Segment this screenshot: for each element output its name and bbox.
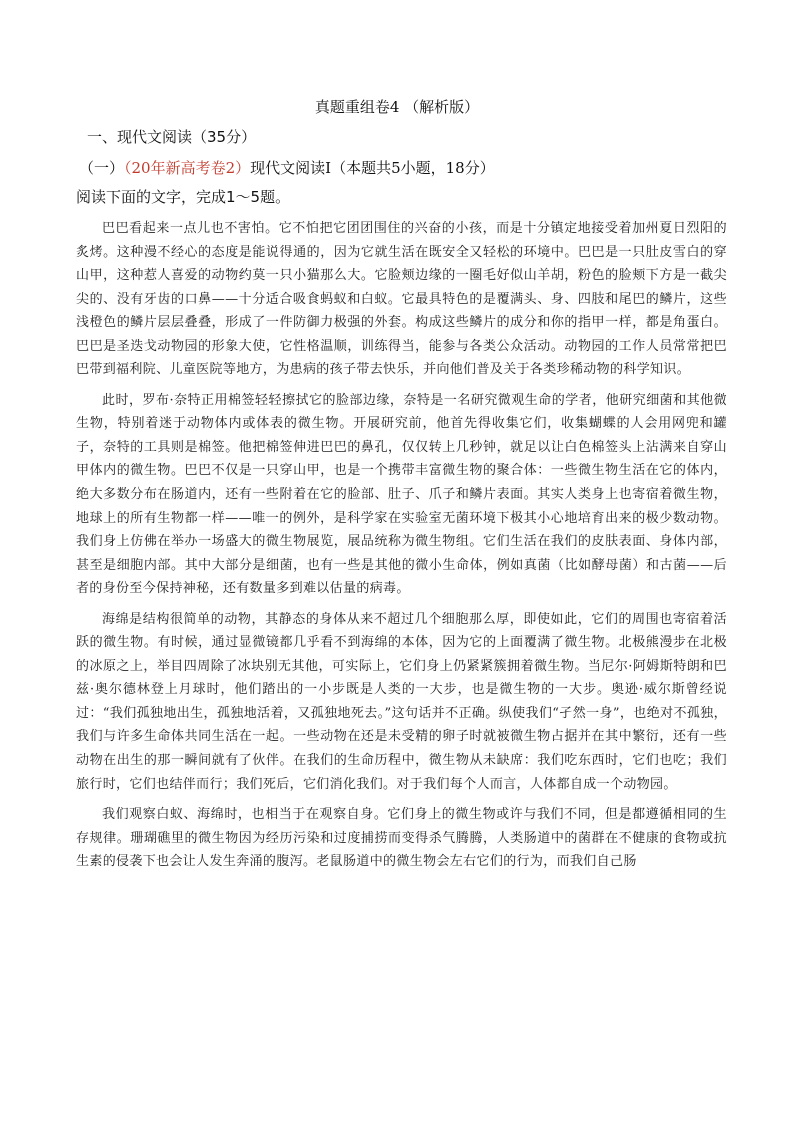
- subsection-heading: [79, 158, 495, 178]
- passage-paragraph: 我们观察白蚁、海绵时，也相当于在观察自身。它们身上的微生物或许与我们不同，但是都遵循相同的生存规律。珊瑚礁里的微生物因为经历污染和过度捕捞而变得杀气腾腾，人类肠道中的菌群在不健康的食物或抗生素的侵袭下也会让人发生奔涌的腹泻。老鼠肠道中的微生物会左右它们的行为，而我们自己肠: [76, 807, 727, 870]
- subsection-description: 现代文阅读Ⅰ（本题共5小题，18分）: [250, 159, 495, 177]
- passage-paragraph: 海绵是结构很简单的动物，其静态的身体从来不超过几个细胞那么厚，即使如此，它们的周围也寄宿着活跃的微生物。有时候，通过显微镜都几乎看不到海绵的本体，因为它的上面覆满了微生物。北极熊漫步在北极的冰原之上，举目四周除了冰块别无其他，可实际上，它们身上仍紧紧簇拥着微生物。当尼尔·阿姆斯特朗和巴兹·奥尔德林登上月球时，他们踏出的一小步既是人类的一大步，也是微生物的一大步。奥逊·威尔斯曾经说过：“我们孤独地出生，孤独地活着，又孤独地死去。”这句话并不正确。纵使我们“孑然一身”，也绝对不孤独，我们与许多生命体共同生活在一起。一些动物在还是未受精的卵子时就被微生物占据并在其中繁衍，还有一些动物在出生的那一瞬间就有了伙伴。在我们的生命历程中，微生物从未缺席：我们吃东西时，它们也吃；我们旅行时，它们也结伴而行；我们死后，它们消化我们。对于我们每个人而言，人体都自成一个动物园。: [76, 611, 727, 792]
- section-heading: 一、现代文阅读（35分）: [87, 128, 257, 146]
- exam-source-label: （20年新高考卷2）: [124, 159, 251, 177]
- passage-paragraph: 此时，罗布·奈特正用棉签轻轻擦拭它的脸部边缘，奈特是一名研究微观生命的学者，他研究细菌和其他微生物，特别着迷于动物体内或体表的微生物。开展研究前，他首先得收集它们，收集蝴蝶的人会用网兜和罐子，奈特的工具则是棉签。他把棉签伸进巴巴的鼻孔，仅仅转上几秒钟，就足以让白色棉签头上沾满来自穿山甲体内的微生物。巴巴不仅是一只穿山甲，也是一个携带丰富微生物的聚合体：一些微生物生活在它的体内，绝大多数分布在肠道内，还有一些附着在它的脸部、肚子、爪子和鳞片表面。其实人类身上也寄宿着微生物，地球上的所有生物都一样——唯一的例外，是科学家在实验室无菌环境下极其小心地培育出来的极少数动物。我们身上仿佛在举办一场盛大的微生物展览，展品统称为微生物组。它们生活在我们的皮肤表面、身体内部，甚至是细胞内部。其中大部分是细菌，也有一些是其他的微小生命体，例如真菌（比如酵母菌）和古菌——后者的身份至今保持神秘，还有数量多到难以估量的病毒。: [76, 392, 727, 597]
- document-title: 真题重组卷4 （解析版）: [314, 98, 480, 116]
- reading-instruction: 阅读下面的文字，完成1～5题。: [76, 188, 291, 206]
- reading-passage: [76, 217, 727, 881]
- passage-paragraph: 巴巴看起来一点儿也不害怕。它不怕把它团团围住的兴奋的小孩，而是十分镇定地接受着加州夏日烈阳的炙烤。这种漫不经心的态度是能说得通的，因为它就生活在既安全又轻松的环境中。巴巴是一只肚皮雪白的穿山甲，这种惹人喜爱的动物约莫一只小猫那么大。它脸颊边缘的一圈毛好似山羊胡，粉色的脸颊下方是一截尖尖的、没有牙齿的口鼻——十分适合吸食蚂蚁和白蚁。它最具特色的是覆满头、身、四肢和尾巴的鳞片，这些浅橙色的鳞片层层叠叠，形成了一件防御力极强的外套。构成这些鳞片的成分和你的指甲一样，都是角蛋白。巴巴是圣迭戈动物园的形象大使，它性格温顺，训练得当，能参与各类公众活动。动物园的工作人员常常把巴巴带到福利院、儿童医院等地方，为患病的孩子带去快乐，并向他们普及关于各类珍稀动物的科学知识。: [76, 221, 727, 378]
- subsection-prefix: （一）: [79, 159, 125, 177]
